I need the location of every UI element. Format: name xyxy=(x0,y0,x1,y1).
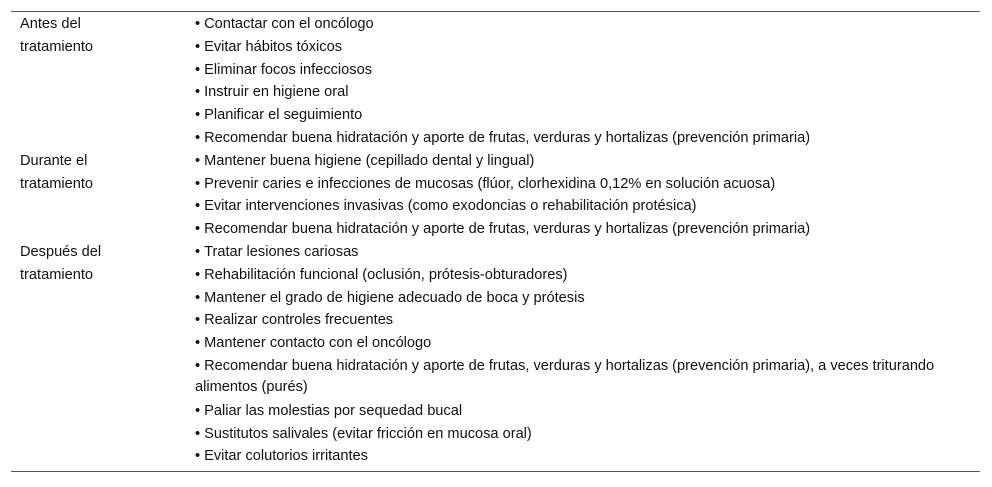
list-item xyxy=(195,36,980,59)
list-item xyxy=(195,218,980,241)
list-item xyxy=(195,173,980,196)
bullet-icon: • xyxy=(195,448,201,465)
list-item xyxy=(195,241,980,264)
list-item-text: Contactar con el oncólogo xyxy=(204,16,374,32)
bullet-icon: • xyxy=(195,16,201,32)
bullet-icon: • xyxy=(195,266,201,283)
list-item-text: Eliminar focos infecciosos xyxy=(204,61,373,78)
list-item xyxy=(195,195,980,218)
recommendation-list-antes xyxy=(184,13,980,150)
stage-label-despues xyxy=(11,241,184,287)
list-item-text: Recomendar buena hidratación y aporte de frutas, verduras y hortalizas (prevención primaria), a veces triturando alimentos (purés) xyxy=(195,357,935,396)
table-row-despues xyxy=(11,241,980,468)
table-row-durante xyxy=(11,150,980,241)
list-item xyxy=(195,104,980,127)
list-item xyxy=(195,59,980,82)
recommendation-list-durante xyxy=(184,150,980,241)
list-item-text: Tratar lesiones cariosas xyxy=(204,243,359,260)
list-item xyxy=(195,127,980,150)
stage-label-line: tratamiento xyxy=(20,266,94,283)
list-item xyxy=(195,264,980,287)
list-item xyxy=(195,150,980,173)
list-item-text: Recomendar buena hidratación y aporte de frutas, verduras y hortalizas (prevención primaria) xyxy=(204,221,811,238)
bullet-icon: • xyxy=(195,84,201,101)
bullet-icon: • xyxy=(195,107,201,124)
bullet-icon: • xyxy=(195,335,201,352)
list-item-text: Rehabilitación funcional (oclusión, prótesis-obturadores) xyxy=(204,266,568,283)
bullet-icon: • xyxy=(195,357,201,374)
list-item-text: Evitar hábitos tóxicos xyxy=(204,38,343,55)
list-item-text: Mantener buena higiene (cepillado dental y lingual) xyxy=(204,152,535,169)
stage-label-line: Antes del xyxy=(20,16,81,32)
bullet-icon: • xyxy=(195,152,201,169)
list-item xyxy=(195,13,980,36)
list-item-text: Realizar controles frecuentes xyxy=(204,312,394,329)
list-item xyxy=(195,309,980,332)
stage-label-line: tratamiento xyxy=(20,38,94,55)
bullet-icon: • xyxy=(195,289,201,306)
recommendations-table xyxy=(11,11,980,472)
list-item xyxy=(195,287,980,310)
list-item xyxy=(195,81,980,104)
bullet-icon: • xyxy=(195,129,201,146)
list-item-text: Mantener el grado de higiene adecuado de boca y prótesis xyxy=(204,289,585,306)
table-row-antes xyxy=(11,13,980,150)
bullet-icon: • xyxy=(195,38,201,55)
list-item-text: Prevenir caries e infecciones de mucosas (flúor, clorhexidina 0,12% en solución acuosa) xyxy=(204,175,776,192)
list-item-text: Paliar las molestias por sequedad bucal xyxy=(204,402,463,419)
list-item xyxy=(195,400,980,423)
stage-label-antes xyxy=(11,13,184,59)
list-item-text: Mantener contacto con el oncólogo xyxy=(204,335,432,352)
list-item xyxy=(195,445,980,468)
stage-label-line: Durante el xyxy=(20,152,88,169)
bullet-icon: • xyxy=(195,61,201,78)
list-item-text: Sustitutos salivales (evitar fricción en mucosa oral) xyxy=(204,425,532,442)
bullet-icon: • xyxy=(195,198,201,215)
list-item xyxy=(195,355,980,400)
bullet-icon: • xyxy=(195,312,201,329)
list-item-text: Evitar colutorios irritantes xyxy=(204,448,368,465)
list-item-text: Instruir en higiene oral xyxy=(204,84,349,101)
stage-label-line: tratamiento xyxy=(20,175,94,192)
list-item-text: Evitar intervenciones invasivas (como exodoncias o rehabilitación protésica) xyxy=(204,198,697,215)
bullet-icon: • xyxy=(195,221,201,238)
list-item-text: Planificar el seguimiento xyxy=(204,107,363,124)
recommendation-list-despues xyxy=(184,241,980,468)
stage-label-durante xyxy=(11,150,184,196)
bullet-icon: • xyxy=(195,402,201,419)
list-item xyxy=(195,332,980,355)
stage-label-line: Después del xyxy=(20,243,102,260)
bullet-icon: • xyxy=(195,175,201,192)
list-item xyxy=(195,423,980,446)
list-item-text: Recomendar buena hidratación y aporte de frutas, verduras y hortalizas (prevención primaria) xyxy=(204,129,811,146)
bullet-icon: • xyxy=(195,425,201,442)
bullet-icon: • xyxy=(195,243,201,260)
